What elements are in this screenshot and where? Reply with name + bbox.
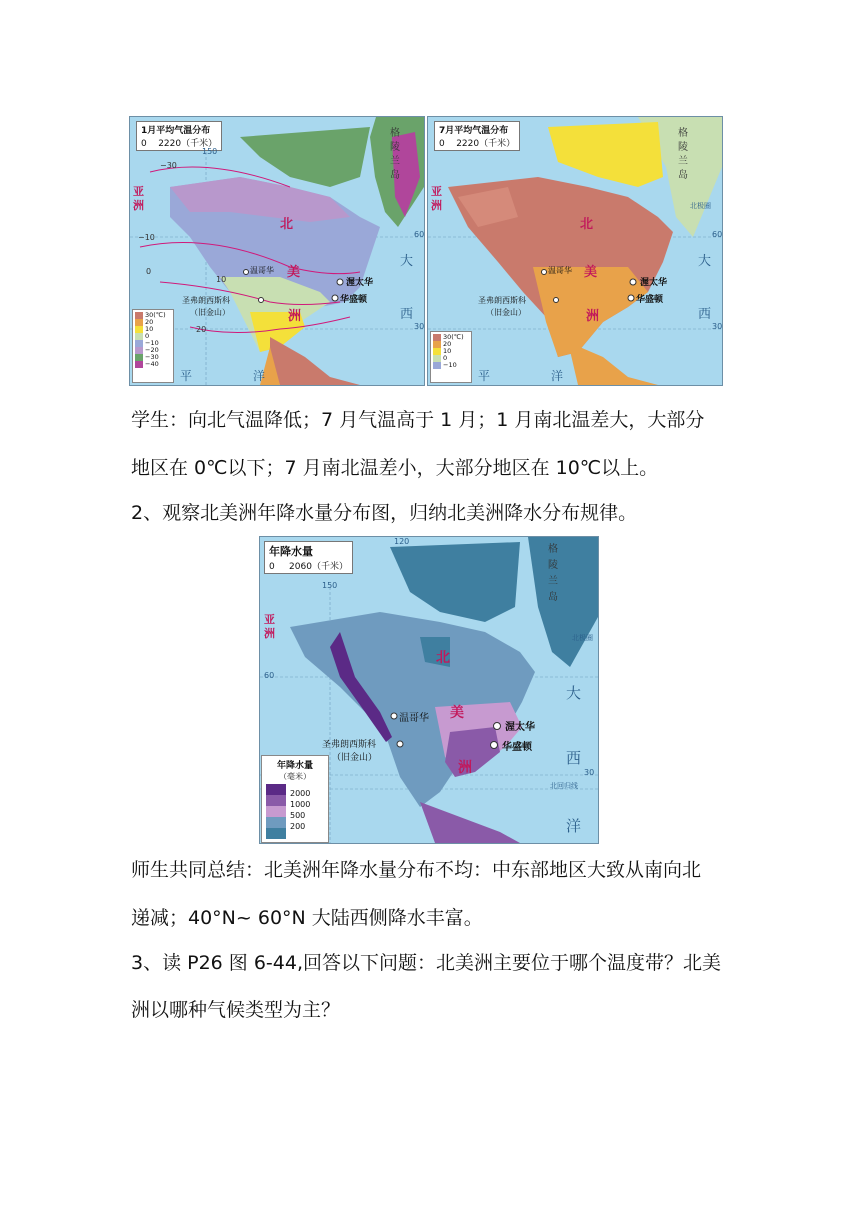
legend-label: −10 xyxy=(145,339,159,347)
january-legend xyxy=(132,309,174,383)
legend-label: 30(℃) xyxy=(443,333,464,341)
pacific-ping-label: 平 xyxy=(180,369,193,383)
legend-swatch xyxy=(135,361,143,368)
july-map-title: 7月平均气温分布 0 2220（千米） xyxy=(434,121,520,151)
washington-label: 华盛顿 xyxy=(636,295,664,305)
legend-label: 30(℃) xyxy=(145,311,166,319)
precipitation-map-title: 年降水量 0 2060（千米） xyxy=(264,541,353,574)
legend-title: 年降水量 xyxy=(276,761,313,771)
legend-unit: （毫米） xyxy=(279,772,311,781)
atlantic-da-label: 大 xyxy=(566,684,582,702)
atlantic-da-label: 大 xyxy=(698,254,712,269)
legend-label: 1000 xyxy=(290,800,311,809)
zhou-label: 洲 xyxy=(458,760,472,776)
asia-label: 亚 洲 xyxy=(133,185,144,212)
sf-old-label: （旧金山） xyxy=(332,753,378,763)
north-label: 北 xyxy=(580,217,594,232)
north-label: 北 xyxy=(436,650,450,666)
summary-line-1: 师生共同总结：北美洲年降水量分布不均：中东部地区大致从南向北 xyxy=(131,859,702,881)
legend-label: −40 xyxy=(145,360,159,368)
legend-label: 20 xyxy=(145,318,154,326)
legend-swatch xyxy=(433,334,441,341)
sf-old-label: （旧金山） xyxy=(190,308,230,317)
legend-label: 500 xyxy=(290,811,306,820)
pacific-yang-label: 洋 xyxy=(253,369,266,383)
legend-label: −20 xyxy=(145,346,159,354)
polar-circle-label: 北极圈 xyxy=(690,202,711,210)
lat60-label: 60 xyxy=(264,671,275,680)
lon120-label: 120 xyxy=(394,537,410,546)
atlantic-xi-label: 西 xyxy=(400,307,414,322)
lon150-label: 150 xyxy=(322,581,338,590)
lon150-label: 150 xyxy=(202,147,218,156)
polar-circle-label: 北极圈 xyxy=(572,634,593,642)
legend-swatch xyxy=(433,362,441,369)
north-label: 北 xyxy=(280,217,294,232)
atlantic-xi-label: 西 xyxy=(566,749,582,767)
washington-label: 华盛顿 xyxy=(340,295,368,305)
lat30-label: 30 xyxy=(712,322,723,331)
mei-label: 美 xyxy=(287,265,301,280)
legend-label: 10 xyxy=(443,347,452,355)
legend-swatch xyxy=(135,319,143,326)
lat60-label: 60 xyxy=(414,230,425,239)
asia-label: 亚 洲 xyxy=(431,185,442,212)
january-map-graphic xyxy=(130,117,424,385)
isotherm-10-label: 10 xyxy=(216,275,227,284)
ottawa-label: 渥太华 xyxy=(346,278,374,288)
greenland-label: 格 陵 兰 岛 xyxy=(390,128,400,181)
lat30-label: 30 xyxy=(584,768,595,777)
student-answer-line-1: 学生：向北气温降低；7 月气温高于 1 月；1 月南北温差大，大部分 xyxy=(131,409,705,431)
vancouver-label: 温哥华 xyxy=(250,266,274,275)
legend-swatch xyxy=(433,348,441,355)
greenland-label: 格 陵 兰 岛 xyxy=(678,128,688,181)
mei-label: 美 xyxy=(450,705,464,721)
lat30-label: 30 xyxy=(414,322,425,331)
legend-label: 0 xyxy=(145,332,150,340)
legend-label: 10 xyxy=(145,325,154,333)
ottawa-label: 渥太华 xyxy=(640,278,668,288)
atlantic-yang-label: 洋 xyxy=(566,817,582,835)
legend-swatch xyxy=(135,340,143,347)
legend-label: 2000 xyxy=(290,789,311,798)
legend-label: −10 xyxy=(443,361,457,369)
vancouver-label: 温哥华 xyxy=(548,266,572,275)
sf-label: 圣弗朗西斯科 xyxy=(478,296,526,305)
atlantic-da-label: 大 xyxy=(400,254,414,269)
january-map-title: 1月平均气温分布 0 2220（千米） xyxy=(136,121,222,151)
asia-label: 亚 洲 xyxy=(264,613,275,640)
legend-label: −30 xyxy=(145,353,159,361)
isotherm-20-label: 20 xyxy=(196,325,207,334)
vancouver-label: 温哥华 xyxy=(399,713,429,724)
legend-swatch xyxy=(135,312,143,319)
isotherm-n30-label: −30 xyxy=(160,161,177,170)
july-legend xyxy=(430,331,472,383)
question-3-line-1: 3、读 P26 图 6-44,回答以下问题：北美洲主要位于哪个温度带？北美 xyxy=(131,952,722,974)
greenland-label: 格 陵 兰 岛 xyxy=(548,544,558,603)
ottawa-label: 渥太华 xyxy=(505,722,535,733)
summary-line-2: 递减；40°N~ 60°N 大陆西侧降水丰富。 xyxy=(131,907,483,929)
isotherm-n10-label: −10 xyxy=(138,233,155,242)
legend-swatch xyxy=(266,806,286,817)
atlantic-xi-label: 西 xyxy=(698,307,712,322)
legend-label: 0 xyxy=(443,354,448,362)
sf-old-label: （旧金山） xyxy=(486,308,526,317)
mei-label: 美 xyxy=(584,265,598,280)
legend-swatch xyxy=(433,355,441,362)
legend-swatch xyxy=(135,326,143,333)
washington-label: 华盛顿 xyxy=(502,742,532,753)
question-2: 2、观察北美洲年降水量分布图，归纳北美洲降水分布规律。 xyxy=(131,502,638,524)
student-answer-line-2: 地区在 0℃以下；7 月南北温差小，大部分地区在 10℃以上。 xyxy=(131,457,659,479)
legend-swatch xyxy=(135,333,143,340)
july-temperature-map xyxy=(427,116,723,386)
pacific-yang-label: 洋 xyxy=(551,369,564,383)
lat60-label: 60 xyxy=(712,230,723,239)
legend-swatch xyxy=(266,784,286,795)
legend-swatch xyxy=(433,341,441,348)
tropic-label: 北回归线 xyxy=(550,782,578,790)
january-temperature-map xyxy=(129,116,425,386)
legend-swatch xyxy=(135,347,143,354)
precipitation-map xyxy=(259,536,599,844)
isotherm-0-label: 0 xyxy=(146,267,152,276)
zhou-label: 洲 xyxy=(586,309,600,324)
zhou-label: 洲 xyxy=(288,309,302,324)
question-3-line-2: 洲以哪种气候类型为主？ xyxy=(131,999,341,1021)
sf-label: 圣弗朗西斯科 xyxy=(322,740,377,750)
sf-label: 圣弗朗西斯科 xyxy=(182,296,230,305)
legend-swatch xyxy=(266,828,286,839)
pacific-ping-label: 平 xyxy=(478,369,491,383)
legend-swatch xyxy=(135,354,143,361)
legend-swatch xyxy=(266,795,286,806)
precipitation-legend xyxy=(261,755,329,843)
legend-swatch xyxy=(266,817,286,828)
legend-label: 200 xyxy=(290,822,306,831)
legend-label: 20 xyxy=(443,340,452,348)
